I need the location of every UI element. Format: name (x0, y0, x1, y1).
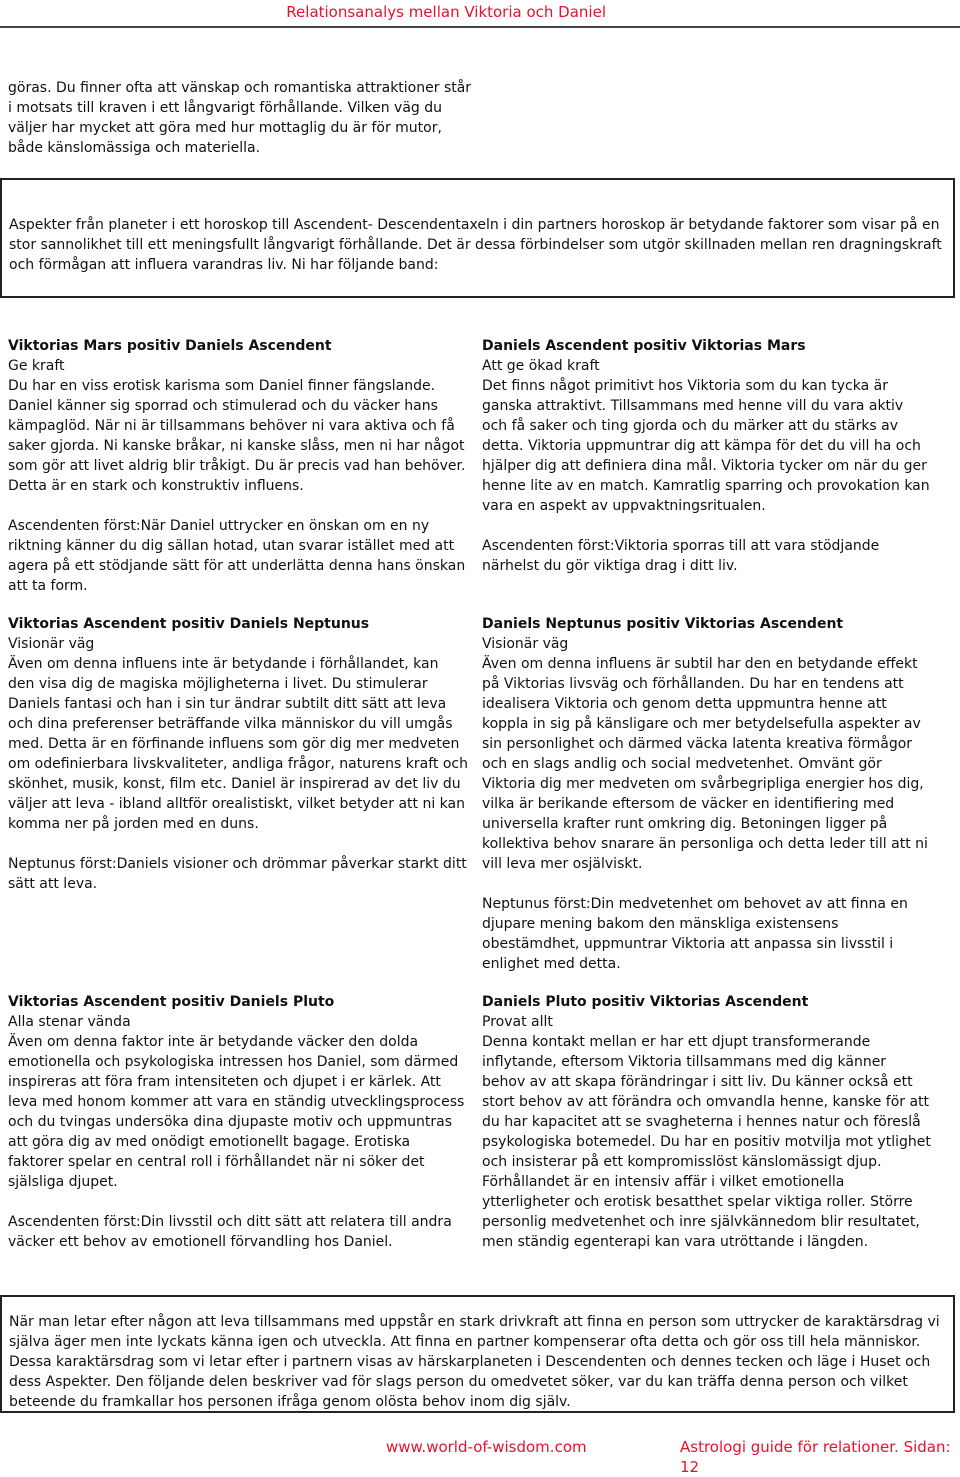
section-subtitle: Provat allt (482, 1014, 553, 1030)
section-subtitle: Att ge ökad kraft (482, 358, 600, 374)
section-subtitle: Visionär väg (8, 636, 95, 652)
section-ascendent-neptunus (8, 614, 468, 894)
section-subtitle: Alla stenar vända (8, 1014, 131, 1030)
section-first-note: Ascendenten först:Din livsstil och ditt sätt att relatera till andra väcker ett behov av emotionell förvandling hos Daniel. (8, 1214, 452, 1250)
section-ascendent-mars (482, 336, 932, 576)
section-neptunus-ascendent (482, 614, 932, 974)
section-title: Daniels Neptunus positiv Viktorias Ascendent (482, 616, 844, 632)
section-first-note: Ascendenten först:När Daniel uttrycker en önskan om en ny riktning känner du dig sällan hotad, utan svarar istället med att agera på ett stödjande sätt för att underlätta denna hans önskan att ta form. (8, 518, 466, 594)
section-ascendent-pluto (8, 992, 468, 1252)
footer-guide-page: Astrologi guide för relationer. Sidan: 12 (680, 1438, 951, 1476)
header-divider (0, 26, 960, 28)
section-body: Det finns något primitivt hos Viktoria som du kan tycka är ganska attraktivt. Tillsammans med henne vill du vara aktiv och få saker och ting gjorda och du märker att du stärks av detta. Viktoria uppmuntrar dig att kämpa för det du vill ha och hjälper dig att definiera dina mål. Viktoria tycker om när du ger henne lite av en match. Kamratlig sparring och provokation kan vara en aspekt av uppvaktningsritualen. (482, 378, 930, 514)
section-body: Även om denna influens inte är betydande i förhållandet, kan den visa dig de magiska möjligheterna i livet. Du stimulerar Daniels fantasi och han i sin tur ändrar subtilt ditt sätt att leva och dina preferenser beträffande vilka människor du vill umgås med. Detta är en förfinande influens som gör dig mer medveten om odefinierbara livskvaliteter, andliga frågor, naturens kraft och skönhet, musik, konst, film etc. Daniel är inspirerad av det liv du väljer att leva - ibland alltför orealistiskt, vilket betyder att ni kan komma ner på jorden med en duns. (8, 656, 468, 832)
section-title: Viktorias Ascendent positiv Daniels Neptunus (8, 616, 370, 632)
section-subtitle: Ge kraft (8, 358, 65, 374)
section-body: Även om denna faktor inte är betydande väcker den dolda emotionella och psykologiska intressen hos Daniel, som därmed inspireras att föra fram intensiteten och djupet i er kärlek. Att leva med honom kommer att vara en ständig utvecklingsprocess och du tvingas undersöka dina djupaste motiv och uppmuntras att göra dig av med onödigt emotionellt bagage. Erotiska faktorer spelar en central roll i förhållandet när ni söker det själsliga djupet. (8, 1034, 465, 1190)
section-first-note: Ascendenten först:Viktoria sporras till att vara stödjande närhelst du gör viktiga drag i ditt liv. (482, 538, 880, 574)
section-body: Du har en viss erotisk karisma som Daniel finner fängslande. Daniel känner sig sporrad och stimulerad och du väcker hans kämpaglöd. När ni är tillsammans behöver ni vara aktiva och få saker gjorda. Ni kanske bråkar, ni kanske slåss, men ni har något som gör att livet aldrig blir tråkigt. Du är precis vad han behöver. Detta är en stark och konstruktiv influens. (8, 378, 466, 494)
section-first-note: Neptunus först:Daniels visioner och drömmar påverkar starkt ditt sätt att leva. (8, 856, 467, 892)
section-mars-ascendent (8, 336, 468, 596)
section-title: Viktorias Mars positiv Daniels Ascendent (8, 338, 332, 354)
section-subtitle: Visionär väg (482, 636, 569, 652)
section-first-note: Neptunus först:Din medvetenhet om behovet av att finna en djupare mening bakom den mänskliga existensens obestämdhet, uppmuntrar Viktoria att anpassa sin livsstil i enlighet med detta. (482, 896, 908, 972)
aspects-info-text: Aspekter från planeter i ett horoskop till Ascendent- Descendentaxeln i din partners horoskop är betydande faktorer som visar på en stor sannolikhet till ett meningsfullt långvarigt förhållande. Det är dessa förbindelser som utgör skillnaden mellan ren dragningskraft och förmågan att influera varandras liv. Ni har följande band: (9, 217, 942, 273)
footer-site-link[interactable]: www.world-of-wisdom.com (386, 1438, 587, 1456)
descendent-info-box (0, 1295, 955, 1413)
section-title: Viktorias Ascendent positiv Daniels Pluto (8, 994, 335, 1010)
section-pluto-ascendent (482, 992, 932, 1252)
section-title: Daniels Ascendent positiv Viktorias Mars (482, 338, 806, 354)
intro-paragraph: göras. Du finner ofta att vänskap och romantiska attraktioner står i motsats till kraven i ett långvarigt förhållande. Vilken väg du väljer har mycket att göra med hur mottaglig du är för mutor, både känslomässiga och materiella. (8, 80, 472, 156)
aspects-info-box (0, 178, 955, 298)
section-title: Daniels Pluto positiv Viktorias Ascendent (482, 994, 809, 1010)
section-body: Denna kontakt mellan er har ett djupt transformerande inflytande, eftersom Viktoria tillsammans med dig känner behov av att skapa förändringar i sitt liv. Du känner också ett stort behov av att förändra och omvandla henne, kanske för att du har kapacitet att se svagheterna i hennes natur och föreslå psykologiska botemedel. Du har en positiv motvilja mot ytlighet och insisterar på ett kompromisslöst känslomässigt djup. Förhållandet är en intensiv affär i vilket emotionella ytterligheter och erotisk besatthet spelar viktiga roller. Större personlig medvetenhet och inre självkännedom blir resultatet, men ständig egenterapi kan vara utröttande i längden. (482, 1034, 931, 1250)
page-header-title: Relationsanalys mellan Viktoria och Daniel (286, 3, 606, 21)
descendent-info-text: När man letar efter någon att leva tillsammans med uppstår en stark drivkraft att finna en person som uttrycker de karaktärsdrag vi själva äger men inte lyckats känna igen och utveckla. Att finna en partner kompenserar ofta detta och gör oss till hela människor. Dessa karaktärsdrag som vi letar efter i partnern visas av härskarplaneten i Descendenten och dennes tecken och läge i Huset och dess Aspekter. Den följande delen beskriver vad för slags person du omedvetet söker, var du kan träffa denna person och vilket beteende du framkallar hos personen ifråga genom olösta behov inom dig själv. (9, 1314, 940, 1410)
section-body: Även om denna influens är subtil har den en betydande effekt på Viktorias livsväg och förhållanden. Du har en tendens att idealisera Viktoria och genom detta uppmuntra henne att koppla in sig på känsligare och mer betydelsefulla aspekter av sin personlighet och därmed väcka latenta kreativa förmågor och en slags andlig och social medvetenhet. Omvänt gör Viktoria dig mer medveten om svårbegripliga energier hos dig, vilka är berikande eftersom de väcker en identifiering med universella krafter runt omkring dig. Betoningen ligger på kollektiva behov snarare än personliga och detta leder till att ni vill leva mer osjälviskt. (482, 656, 928, 872)
